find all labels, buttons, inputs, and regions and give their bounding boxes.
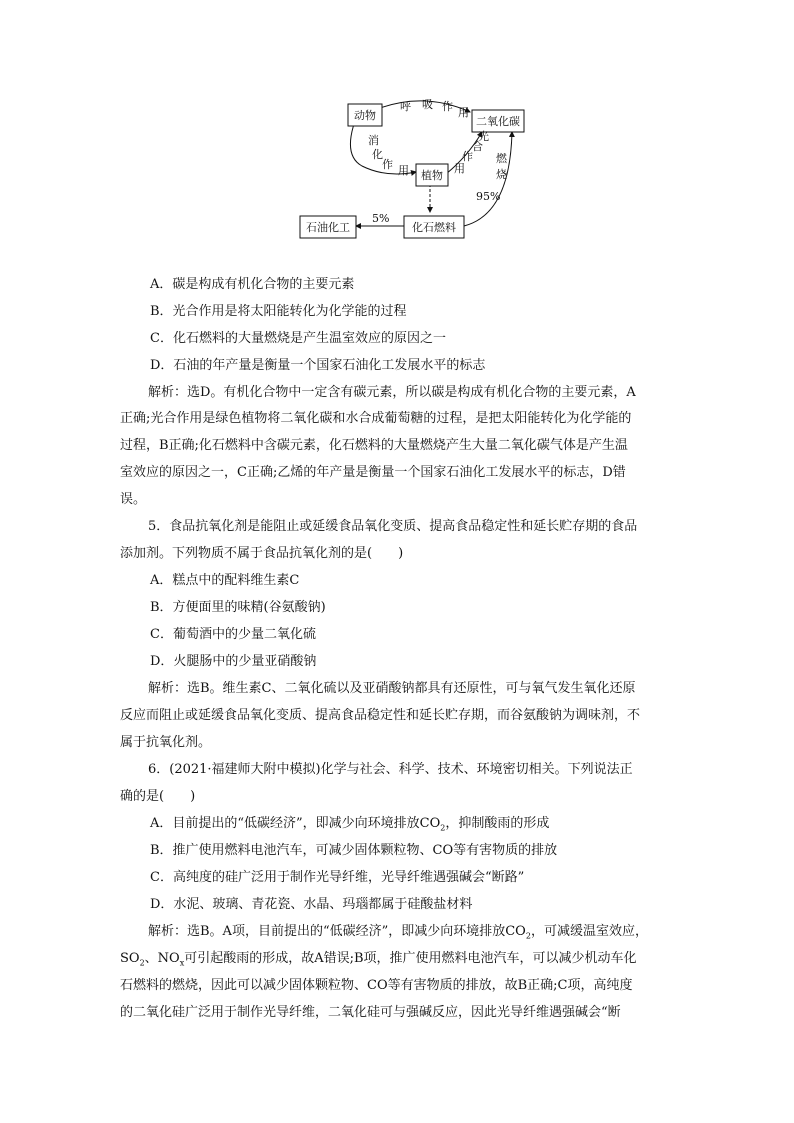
q5-option-d: D．火腿肠中的少量亚硝酸钠: [150, 654, 317, 669]
q5-analysis-line: 解析：选B。维生素C、二氧化硫以及亚硝酸钠都具有还原性，可与氧气发生氧化还原: [148, 681, 636, 696]
q4-analysis-line: 室效应的原因之一，C正确;乙烯的年产量是衡量一个国家石油化工发展水平的标志，D错: [120, 465, 626, 480]
q5-option-c: C．葡萄酒中的少量二氧化硫: [150, 627, 316, 642]
photosynthesis-char: 合: [472, 140, 483, 153]
photosynthesis-char: 用: [454, 162, 465, 175]
q4-analysis-line: 过程，B正确;化石燃料中含碳元素，化石燃料的大量燃烧产生大量二氧化碳气体是产生温: [120, 438, 628, 453]
co2-node: 二氧化碳: [476, 115, 520, 128]
q5-analysis-line: 反应而阻止或延缓食品氧化变质、提高食品稳定性和延长贮存期，而谷氨酸钠为调味剂，不: [120, 708, 641, 723]
q6-option-a: A．目前提出的“低碳经济”，即减少向环境排放$CO_2$，抑制酸雨的形成: [150, 816, 550, 833]
pct-5-label: 5%: [372, 212, 390, 225]
animal-node: 动物: [354, 109, 376, 122]
q4-option-d: D．石油的年产量是衡量一个国家石油化工发展水平的标志: [150, 358, 486, 373]
q4-option-b: B．光合作用是将太阳能转化为化学能的过程: [150, 304, 407, 319]
petro-node: 石油化工: [306, 221, 350, 234]
q6-analysis-line: $SO_2$、$NO_x$可引起酸雨的形成，故A错误;B项，推广使用燃料电池汽车，可以减少机动车化: [120, 951, 637, 968]
respiration-char: 用: [458, 106, 469, 119]
q4-option-a: A．碳是构成有机化合物的主要元素: [150, 277, 355, 292]
q5-stem-line: 5．食品抗氧化剂是能阻止或延缓食品氧化变质、提高食品稳定性和延长贮存期的食品: [148, 519, 638, 534]
q5-option-a: A．糕点中的配料维生素C: [150, 573, 300, 588]
respiration-char: 呼: [400, 100, 411, 113]
q6-stem-line: 确的是( ): [120, 789, 196, 804]
q6-analysis-line: 解析：选B。A项，目前提出的“低碳经济”，即减少向环境排放$CO_2$，可减缓温室效应，: [148, 924, 648, 941]
q4-option-c: C．化石燃料的大量燃烧是产生温室效应的原因之一: [150, 331, 446, 346]
burning-char: 烧: [496, 168, 507, 181]
respiration-char: 吸: [422, 98, 433, 111]
fossil-node: 化石燃料: [412, 221, 456, 234]
photosynthesis-char: 作: [462, 150, 473, 163]
q5-stem-line: 添加剂。下列物质不属于食品抗氧化剂的是( ): [120, 546, 404, 561]
q6-analysis-line: 石燃料的燃烧，因此可以减少固体颗粒物、CO等有害物质的排放，故B正确;C项，高纯度: [120, 978, 633, 993]
digestion-char: 消: [368, 134, 379, 147]
respiration-char: 作: [442, 100, 453, 113]
q6-option-d: D．水泥、玻璃、青花瓷、水晶、玛瑙都属于硅酸盐材料: [150, 897, 473, 912]
q4-analysis-line: 解析：选D。有机化合物中一定含有碳元素，所以碳是构成有机化合物的主要元素，A: [148, 385, 636, 400]
q6-option-c: C．高纯度的硅广泛用于制作光导纤维，光导纤维遇强碱会“断路”: [150, 870, 525, 885]
pct-95-label: 95%: [476, 190, 501, 203]
carbon-cycle-diagram: [296, 96, 536, 242]
plant-node: 植物: [421, 169, 443, 182]
digestion-char: 作: [382, 158, 393, 171]
q4-analysis-line: 正确;光合作用是绿色植物将二氧化碳和水合成葡萄糖的过程，是把太阳能转化为化学能的: [120, 411, 632, 426]
q4-analysis-line: 误。: [120, 492, 147, 507]
q5-analysis-line: 属于抗氧化剂。: [120, 735, 212, 750]
digestion-char: 化: [372, 148, 383, 161]
q6-analysis-line: 的二氧化硅广泛用于制作光导纤维，二氧化硅可与强碱反应，因此光导纤维遇强碱会“断: [120, 1005, 621, 1020]
burning-char: 燃: [496, 152, 507, 165]
q6-stem-line: 6．(2021·福建师大附中模拟)化学与社会、科学、技术、环境密切相关。下列说法正: [148, 762, 633, 777]
digestion-char: 用: [398, 164, 409, 177]
photosynthesis-char: 光: [478, 130, 489, 143]
q5-option-b: B．方便面里的味精(谷氨酸钠): [150, 600, 326, 615]
q6-option-b: B．推广使用燃料电池汽车，可减少固体颗粒物、CO等有害物质的排放: [150, 843, 558, 858]
